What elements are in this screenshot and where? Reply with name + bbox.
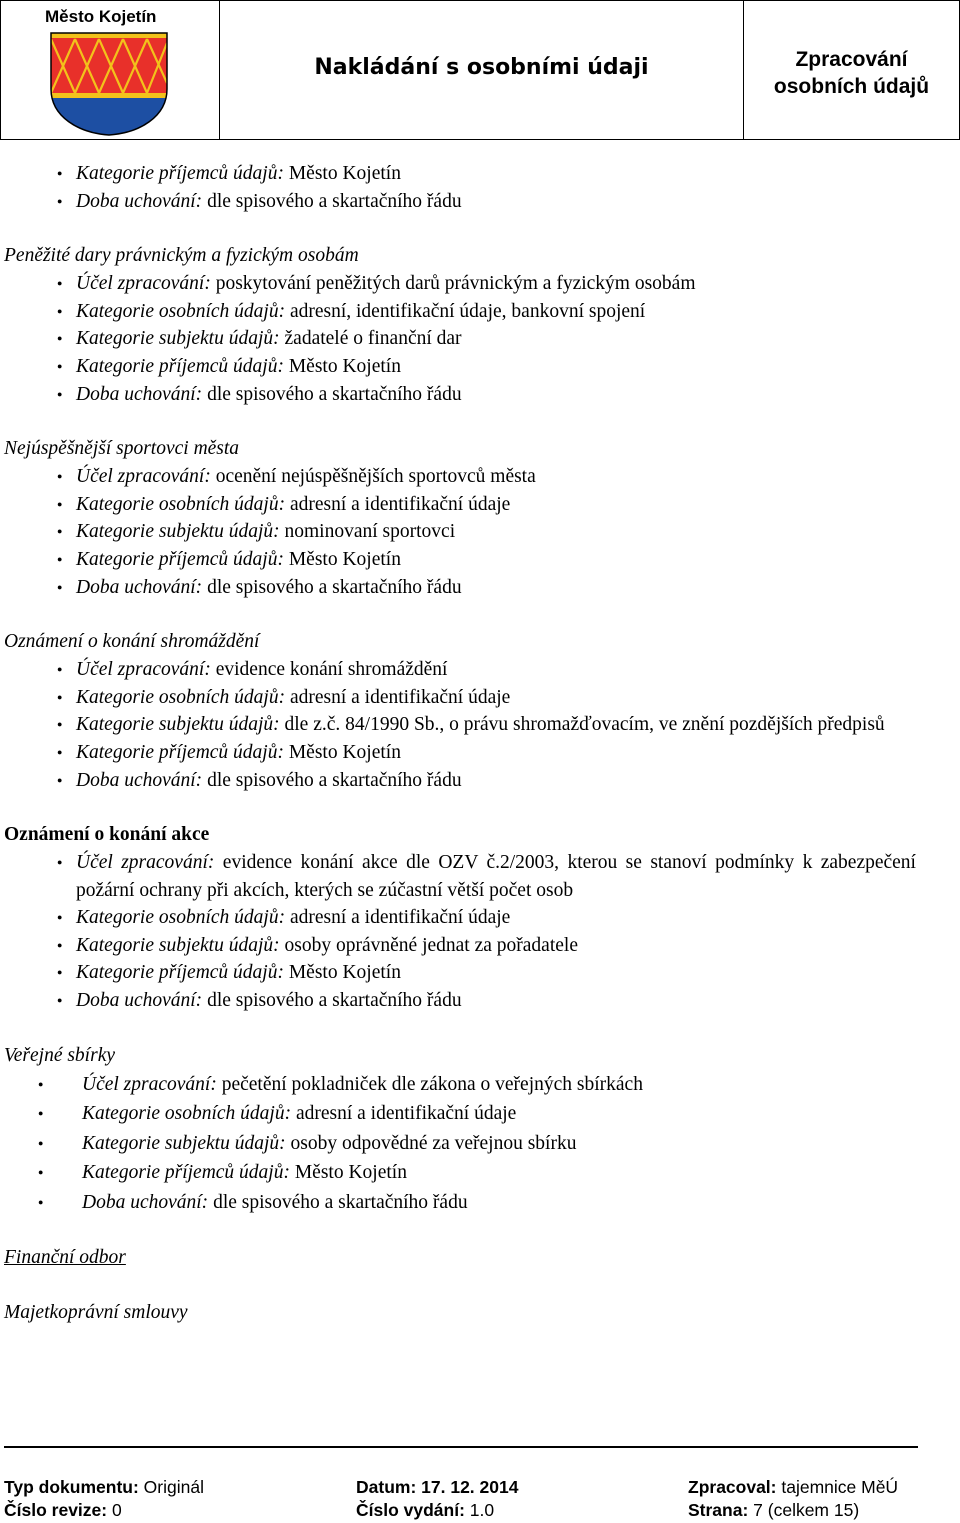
document-title: Nakládání s osobními údaji [314,55,649,80]
list-item: ● Kategorie příjemců údajů: Město Kojetín [76,959,916,987]
list-item: ● Doba uchování: dle spisového a skartačního řádu [82,1188,916,1218]
list-item: ● Účel zpracování: evidence konání shromáždění [76,656,916,684]
list-item: ● Kategorie osobních údajů: adresní, identifikační údaje, bankovní spojení [76,298,916,326]
section-title: Nejúspěšnější sportovci města [4,438,240,460]
document-header [0,0,960,140]
list-item: ● Kategorie osobních údajů: adresní a identifikační údaje [76,904,916,932]
list-item: ● Kategorie příjemců údajů: Město Kojetín [76,739,916,767]
document-topic: Zpracování osobních údajů [773,48,930,98]
section-title: Oznámení o konání shromáždění [4,631,260,653]
section-title: Majetkoprávní smlouvy [4,1302,188,1324]
footer-date: Datum: 17. 12. 2014 [356,1477,519,1497]
list-item: ● Kategorie osobních údajů: adresní a identifikační údaje [76,684,916,712]
document-body [4,160,916,1327]
section-title: Peněžité dary právnickým a fyzickým osobám [4,245,359,267]
department-heading: Finanční odbor [4,1247,126,1269]
list-item: ● Doba uchování: dle spisového a skartačního řádu [76,987,916,1015]
list-item: ● Doba uchování: dle spisového a skartačního řádu [76,188,916,216]
list-item: ● Kategorie subjektu údajů: osoby odpovědné za veřejnou sbírku [82,1129,916,1159]
list-item: ● Účel zpracování: evidence konání akce dle OZV č.2/2003, kterou se stanoví podmínky k zabezpečení požární ochrany při akcích, kterých se zúčastní větší počet osob [76,849,916,904]
header-title-cell [220,1,744,139]
city-name: Město Kojetín [45,7,157,26]
section-title: Oznámení o konání akce [4,824,210,846]
section-list [4,270,916,408]
header-logo-cell [1,1,220,139]
section-list [4,463,916,601]
section-title: Veřejné sbírky [4,1044,116,1066]
footer-doc-type: Typ dokumentu: Originál [4,1477,204,1497]
list-item: ● Kategorie subjektu údajů: osoby oprávněné jednat za pořadatele [76,932,916,960]
city-crest-icon [49,31,169,137]
list-item: ● Kategorie osobních údajů: adresní a identifikační údaje [76,491,916,519]
footer-divider [4,1446,918,1448]
list-item: ● Kategorie subjektu údajů: dle z.č. 84/1990 Sb., o právu shromažďovacím, ve znění pozdějších předpisů [76,711,916,739]
list-item: ● Kategorie příjemců údajů: Město Kojetín [76,353,916,381]
list-item: ● Kategorie subjektu údajů: nominovaní sportovci [76,518,916,546]
list-item: ● Kategorie příjemců údajů: Město Kojetín [82,1158,916,1188]
header-topic-cell [744,1,959,139]
list-item: ● Doba uchování: dle spisového a skartačního řádu [76,574,916,602]
footer-processed-by: Zpracoval: tajemnice MěÚ [688,1477,899,1497]
footer-issue: Číslo vydání: 1.0 [356,1500,495,1520]
list-item: ● Doba uchování: dle spisového a skartačního řádu [76,767,916,795]
footer-page: Strana: 7 (celkem 15) [688,1500,860,1520]
section-list [4,849,916,1015]
footer-revision: Číslo revize: 0 [4,1500,122,1520]
list-item: ● Kategorie příjemců údajů: Město Kojetín [76,160,916,188]
list-item: ● Kategorie příjemců údajů: Město Kojetín [76,546,916,574]
list-item: ● Doba uchování: dle spisového a skartačního řádu [76,381,916,409]
list-item: ● Kategorie osobních údajů: adresní a identifikační údaje [82,1099,916,1129]
list-item: ● Účel zpracování: ocenění nejúspěšnějších sportovců města [76,463,916,491]
section-list [4,1070,916,1218]
section-continued-list [4,160,916,215]
list-item: ● Účel zpracování: poskytování peněžitých darů právnickým a fyzickým osobám [76,270,916,298]
list-item: ● Účel zpracování: pečetění pokladniček dle zákona o veřejných sbírkách [82,1070,916,1100]
list-item: ● Kategorie subjektu údajů: žadatelé o finanční dar [76,325,916,353]
section-list [4,656,916,794]
